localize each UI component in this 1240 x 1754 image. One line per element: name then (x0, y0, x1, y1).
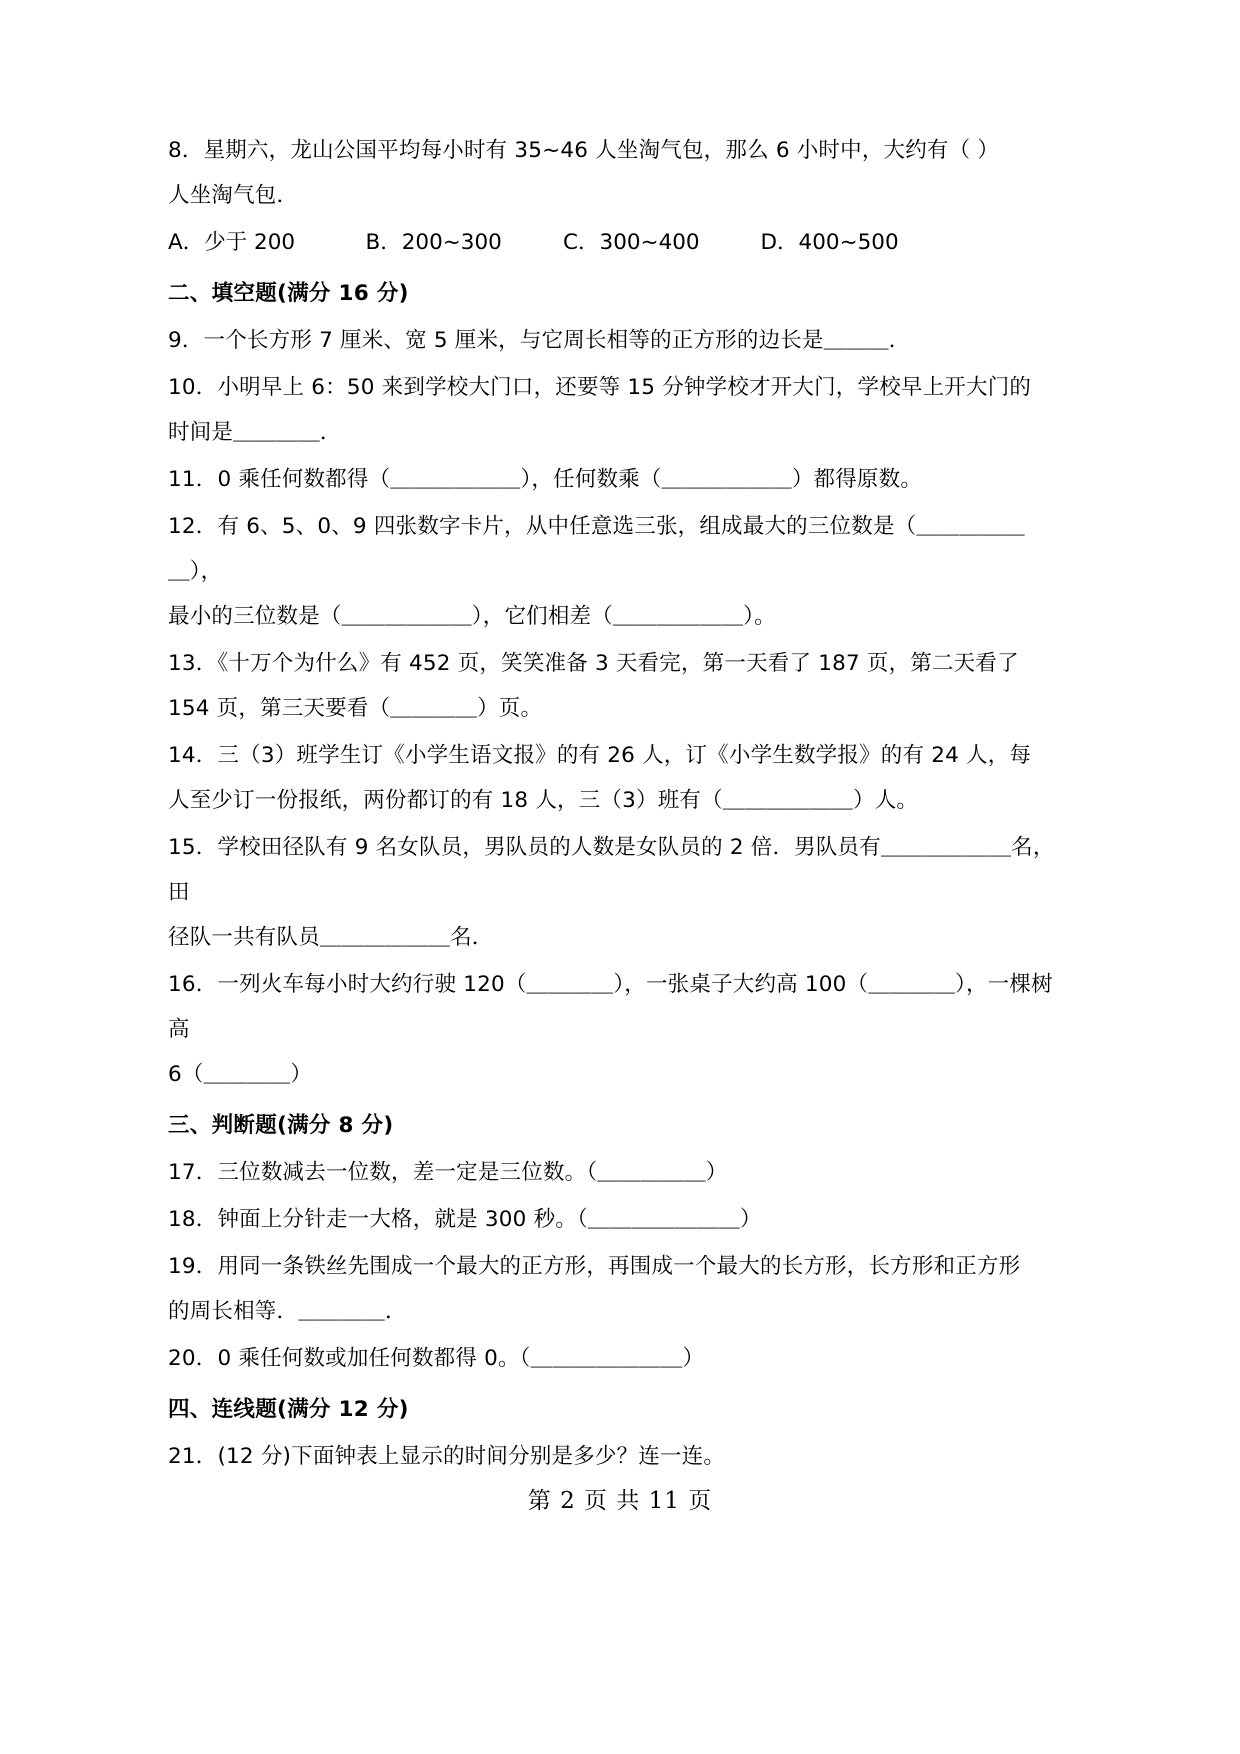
question-18 (168, 1197, 1074, 1242)
question-16-line-2: 6（＿＿＿＿） (168, 1062, 313, 1087)
section-heading-fill-in-blank: 二、填空题(满分 16 分) (168, 281, 409, 306)
question-11-line-1: 11．0 乘任何数都得（＿＿＿＿＿＿），任何数乘（＿＿＿＿＿＿）都得原数。 (168, 467, 923, 492)
question-21 (168, 1434, 1074, 1479)
question-19 (168, 1244, 1074, 1334)
question-12-line-1: 12．有 6、5、0、9 四张数字卡片，从中任意选三张，组成最大的三位数是（＿＿＿＿＿＿）， (168, 514, 1025, 584)
question-19-line-2: 的周长相等．＿＿＿＿． (168, 1299, 407, 1324)
question-19-line-1: 19．用同一条铁丝先围成一个最大的正方形，再围成一个最大的长方形，长方形和正方形 (168, 1254, 1021, 1279)
question-13-line-1: 13．《十万个为什么》有 452 页，笑笑准备 3 天看完，第一天看了 187 页，第二天看了 (168, 651, 1019, 676)
exam-content (168, 128, 1074, 1481)
question-14-line-2: 人至少订一份报纸，两份都订的有 18 人，三（3）班有（＿＿＿＿＿＿）人。 (168, 788, 919, 813)
question-15-line-2: 径队一共有队员＿＿＿＿＿＿名． (168, 925, 494, 950)
page-footer: 第 2 页 共 11 页 (527, 1488, 713, 1514)
section-heading-matching: 四、连线题(满分 12 分) (168, 1397, 409, 1422)
question-10-line-2: 时间是＿＿＿＿． (168, 420, 342, 445)
question-16 (168, 962, 1074, 1097)
question-8-line-1: 8．星期六，龙山公国平均每小时有 35~46 人坐淘气包，那么 6 小时中，大约有（ ） (168, 138, 1000, 163)
question-12-line-2: 最小的三位数是（＿＿＿＿＿＿），它们相差（＿＿＿＿＿＿）。 (168, 604, 776, 629)
choice-a[interactable]: A．少于 200 (168, 230, 296, 255)
question-13-line-2: 154 页，第三天要看（＿＿＿＿）页。 (168, 696, 543, 721)
question-20-line-1: 20．0 乘任何数或加任何数都得 0。（＿＿＿＿＿＿＿） (168, 1346, 705, 1371)
question-18-line-1: 18．钟面上分针走一大格，就是 300 秒。（＿＿＿＿＿＿＿） (168, 1207, 762, 1232)
question-10 (168, 365, 1074, 455)
choice-d[interactable]: D．400~500 (760, 230, 899, 255)
question-20 (168, 1336, 1074, 1381)
section-heading-true-false: 三、判断题(满分 8 分) (168, 1113, 394, 1138)
question-13 (168, 641, 1074, 731)
question-15-line-1: 15．学校田径队有 9 名女队员，男队员的人数是女队员的 2 倍．男队员有＿＿＿＿＿＿名，田 (168, 835, 1055, 905)
question-17 (168, 1150, 1074, 1195)
question-9 (168, 318, 1074, 363)
question-8-line-2: 人坐淘气包． (168, 183, 299, 208)
question-14-line-1: 14．三（3）班学生订《小学生语文报》的有 26 人，订《小学生数学报》的有 24 人，每 (168, 743, 1032, 768)
question-17-line-1: 17．三位数减去一位数，差一定是三位数。（＿＿＿＿＿） (168, 1160, 728, 1185)
question-8-choices (168, 220, 958, 265)
question-9-line-1: 9．一个长方形 7 厘米、宽 5 厘米，与它周长相等的正方形的边长是＿＿＿． (168, 328, 911, 353)
question-16-line-1: 16．一列火车每小时大约行驶 120（＿＿＿＿），一张桌子大约高 100（＿＿＿＿），一棵树高 (168, 972, 1053, 1042)
question-15 (168, 825, 1074, 960)
question-14 (168, 733, 1074, 823)
question-8 (168, 128, 1074, 265)
question-11 (168, 457, 1074, 502)
choice-b[interactable]: B．200~300 (365, 230, 502, 255)
choice-c[interactable]: C．300~400 (563, 230, 700, 255)
question-21-line-1: 21．(12 分)下面钟表上显示的时间分别是多少？连一连。 (168, 1444, 726, 1469)
question-12 (168, 504, 1074, 639)
question-10-line-1: 10．小明早上 6：50 来到学校大门口，还要等 15 分钟学校才开大门，学校早上开大门的 (168, 375, 1032, 400)
